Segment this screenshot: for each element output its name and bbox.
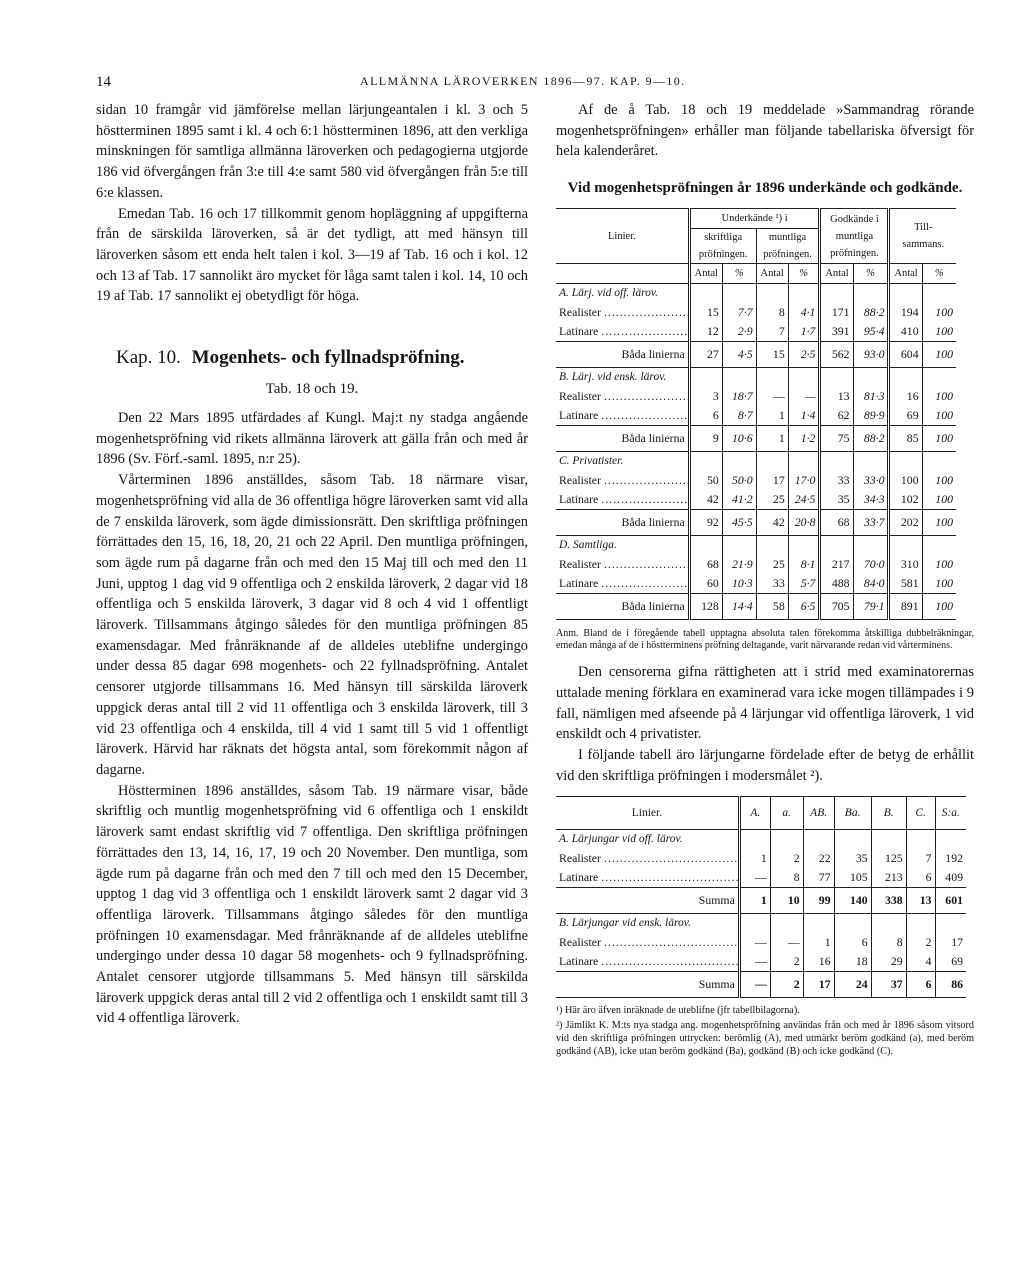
sum-cell: 86 (935, 972, 966, 998)
col-header-linier: Linier. (608, 230, 636, 242)
table-cell: 1 (739, 849, 770, 868)
table-cell: 410 (889, 322, 922, 342)
chapter-label: Kap. 10. (116, 347, 181, 369)
sum-cell: 75 (820, 426, 853, 452)
table-cell: 194 (889, 303, 922, 322)
table-cell: 1 (756, 406, 788, 426)
col-header: AB. (803, 797, 834, 830)
group-row (556, 284, 956, 304)
sum-cell: 24 (834, 972, 871, 998)
table-cell (756, 452, 788, 472)
table-cell: 17 (756, 471, 788, 490)
table-cell: 18 (834, 952, 871, 972)
table-cell (722, 368, 756, 388)
table-cell (689, 452, 722, 472)
table-cell: 102 (889, 490, 922, 510)
table-cell: 2 (770, 849, 803, 868)
table-row (556, 406, 956, 426)
table-cell: 1·7 (788, 322, 820, 342)
table-cell: 25 (756, 555, 788, 574)
table-cell: 100 (922, 555, 956, 574)
footnotes (556, 1004, 974, 1058)
row-label: Realister ..... (556, 303, 689, 322)
table-row (556, 868, 966, 888)
table-cell: 69 (935, 952, 966, 972)
table-row (556, 555, 956, 574)
sum-cell: 100 (922, 426, 956, 452)
sum-row (556, 426, 956, 452)
sum-cell: 1·2 (788, 426, 820, 452)
table-cell (906, 830, 935, 850)
row-label: Latinare ..... (556, 868, 739, 888)
group-heading: C. Privatister. (559, 455, 624, 468)
table-row (556, 303, 956, 322)
table-cell: 33 (820, 471, 853, 490)
sum-cell: 6 (906, 972, 935, 998)
table-cell (853, 368, 889, 388)
table-cell: — (739, 952, 770, 972)
table-cell (922, 536, 956, 556)
table-cell (935, 914, 966, 934)
sum-cell: 100 (922, 342, 956, 368)
sum-row (556, 342, 956, 368)
sum-row (556, 972, 966, 998)
row-label: Realister ..... (556, 471, 689, 490)
table-cell: 100 (922, 322, 956, 342)
sum-cell: 4·5 (722, 342, 756, 368)
row-label: Latinare ..... (556, 574, 689, 594)
footnote: ¹) Här äro äfven inräknade de uteblifne (jfr tabellbilagorna). (556, 1005, 800, 1017)
sum-label: Summa (698, 893, 735, 908)
table-cell: 34·3 (853, 490, 889, 510)
col-header-skriftliga: skriftliga pröfningen. (689, 229, 756, 264)
table-cell: 41·2 (722, 490, 756, 510)
table-note: Anm. Bland de i föregående tabell upptagna absoluta talen förekomma åtskilliga dubbelräkningar, emedan många af de i höstterminens pröfning deltagande, varit närvarande redan vid vårterminens. (556, 628, 974, 652)
sum-cell: 601 (935, 888, 966, 914)
table-cell: 100 (889, 471, 922, 490)
row-label: Realister ..... (556, 849, 739, 868)
chapter-heading (116, 347, 528, 369)
sum-cell: 42 (756, 510, 788, 536)
sum-cell: 14·4 (722, 594, 756, 620)
table-cell: 24·5 (788, 490, 820, 510)
group-row (556, 914, 966, 934)
paragraph: Höstterminen 1896 anställdes, såsom Tab. 19 närmare visar, både skriftlig och muntlig mogenhetspröfning vid 6 offentliga och 1 enskildt läroverk samt endast skriftlig vid 7 offentliga. Den skriftliga pröfningen förrättades den 13, 14, 16, 17, 19 och 20 November. Den muntliga, som ägde rum på dagarne från och med den 7 till och med den 15 December, upptog 1 dag vid 3 offentliga och 1 enskildt läroverk samt 2 dagar vid 3 offentliga läroverk. Tillsammans åtgingo således för den muntliga pröfningen 10 examensdagar. Med frånräknande af de alldeles uteblifne undergingo under dessa 10 dagar 58 mogenhets- och 9 fyllnadspröfning. Antalet censorer utgjorde tillsammans 5. Med hänsyn till särskilda läroverk uppgick deras antal till 2 vid 2 offentliga och 1 enskildt samt till 3 vid 4 offentliga läroverk. (96, 782, 528, 1027)
sum-cell: 1 (756, 426, 788, 452)
sum-cell: 13 (906, 888, 935, 914)
paragraph: sidan 10 framgår vid jämförelse mellan lärjungeantalen i kl. 3 och 5 höstterminen 1895 samt i kl. 4 och 6:1 höstterminen 1896, att den verkliga minskningen för samtliga allmänna läroverken och pedagogierna utgjorde 186 vid öfvergången från 3:e till 4:e samt 580 vid öfvergången från 5:e till 6:e klassen. (96, 102, 528, 201)
col-header-pct: % (788, 264, 820, 284)
table-cell: 100 (922, 406, 956, 426)
table-row (556, 387, 956, 406)
row-label: Latinare ..... (556, 322, 689, 342)
table-cell (689, 284, 722, 304)
sum-cell: 58 (756, 594, 788, 620)
sum-cell: 1 (739, 888, 770, 914)
table-cell (689, 368, 722, 388)
table-cell: 7 (756, 322, 788, 342)
table-cell: 18·7 (722, 387, 756, 406)
sum-cell: 85 (889, 426, 922, 452)
table-cell (820, 368, 853, 388)
table-cell: 6 (689, 406, 722, 426)
table-cell (889, 536, 922, 556)
table-row (556, 933, 966, 952)
col-header: B. (871, 797, 906, 830)
sum-cell: 92 (689, 510, 722, 536)
table-cell: 581 (889, 574, 922, 594)
table-cell (756, 284, 788, 304)
table-cell: 33·0 (853, 471, 889, 490)
row-label: Latinare ..... (556, 406, 689, 426)
col-header: C. (906, 797, 935, 830)
table-cell: 1 (803, 933, 834, 952)
sum-cell: 10 (770, 888, 803, 914)
table-cell: 16 (889, 387, 922, 406)
table-cell (871, 830, 906, 850)
table-cell: — (770, 933, 803, 952)
table-cell: 2 (906, 933, 935, 952)
table-row (556, 849, 966, 868)
paragraph: Den censorerna gifna rättigheten att i strid med examinatorernas uttalade mening förklara en examinerad vara icke mogen tillämpades i 9 fall, nämligen med afseende på 4 lärjungar vid offentliga läroverk, 1 vid enskildt och 4 privatister. (556, 664, 974, 743)
table-row (556, 490, 956, 510)
table-cell: 1·4 (788, 406, 820, 426)
sum-cell: 128 (689, 594, 722, 620)
table-cell: 171 (820, 303, 853, 322)
table-cell: 17 (935, 933, 966, 952)
group-heading: A. Lärjungar vid off. lärov. (559, 833, 683, 846)
group-heading: A. Lärj. vid off. lärov. (559, 287, 659, 300)
table-cell: 213 (871, 868, 906, 888)
table-cell (889, 452, 922, 472)
sum-row (556, 594, 956, 620)
table-cell: 16 (803, 952, 834, 972)
table-cell (853, 536, 889, 556)
col-header-antal: Antal (820, 264, 853, 284)
table-cell: 125 (871, 849, 906, 868)
table-cell: 3 (689, 387, 722, 406)
table-row (556, 952, 966, 972)
sum-cell: 562 (820, 342, 853, 368)
table-cell: 8 (756, 303, 788, 322)
group-heading: D. Samtliga. (559, 539, 617, 552)
sum-cell: 100 (922, 594, 956, 620)
table-cell (756, 536, 788, 556)
col-header-pct: % (722, 264, 756, 284)
row-label: Realister ..... (556, 387, 689, 406)
table-cell (788, 368, 820, 388)
table-cell: 6 (906, 868, 935, 888)
sum-cell: 2 (770, 972, 803, 998)
paragraph: Emedan Tab. 16 och 17 tillkommit genom hopläggning af uppgifterna från de särskilda läroverken, så är det tydligt, att med hänsyn till läroverken såsom ett enda helt talen i kol. 3—19 af Tab. 16 och i kol. 12 och 13 af Tab. 17 sannolikt äro mycket för låga samt talen i kol. 14, 10 och 19 af Tab. 17 sannolikt ej obetydligt för höga. (96, 205, 528, 305)
table-cell: 2·9 (722, 322, 756, 342)
table-cell (770, 914, 803, 934)
table-cell: 488 (820, 574, 853, 594)
table-cell: 4 (906, 952, 935, 972)
table-cell: 21·9 (722, 555, 756, 574)
table-cell: 4·1 (788, 303, 820, 322)
col-header-pct: % (922, 264, 956, 284)
table-cell: 100 (922, 471, 956, 490)
sum-cell: 37 (871, 972, 906, 998)
table-cell: 29 (871, 952, 906, 972)
right-column (556, 100, 974, 1060)
sum-label: Båda linierna (621, 347, 685, 362)
page-number: 14 (96, 74, 111, 90)
col-header: A. (739, 797, 770, 830)
table-cell (756, 368, 788, 388)
table-row (556, 322, 956, 342)
col-header-pct: % (853, 264, 889, 284)
group-heading: B. Lärj. vid ensk. lärov. (559, 371, 667, 384)
table-cell: — (739, 868, 770, 888)
running-title: ALLMÄNNA LÄROVERKEN 1896—97. KAP. 9—10. (360, 74, 686, 88)
sum-row (556, 510, 956, 536)
sum-label: Summa (698, 977, 735, 992)
table-cell (770, 830, 803, 850)
sum-cell: 88·2 (853, 426, 889, 452)
left-column (96, 100, 528, 1029)
sum-cell: — (739, 972, 770, 998)
group-row (556, 452, 956, 472)
table-cell: 70·0 (853, 555, 889, 574)
table-cell: 60 (689, 574, 722, 594)
table-cell: 81·3 (853, 387, 889, 406)
col-header-antal: Antal (689, 264, 722, 284)
col-header: Linier. (631, 806, 663, 819)
sum-cell: 93·0 (853, 342, 889, 368)
sum-cell: 140 (834, 888, 871, 914)
table-row (556, 471, 956, 490)
results-table (556, 208, 956, 620)
table-cell (889, 284, 922, 304)
table-cell: 100 (922, 303, 956, 322)
table-cell (889, 368, 922, 388)
sum-label: Båda linierna (621, 515, 685, 530)
table-cell (788, 284, 820, 304)
table-cell: 5·7 (788, 574, 820, 594)
table-cell: 50·0 (722, 471, 756, 490)
col-header-antal: Antal (889, 264, 922, 284)
group-row (556, 368, 956, 388)
col-header: a. (770, 797, 803, 830)
table-cell: 35 (820, 490, 853, 510)
table-cell: 62 (820, 406, 853, 426)
sum-cell: 68 (820, 510, 853, 536)
table-cell: 89·9 (853, 406, 889, 426)
table-cell: 69 (889, 406, 922, 426)
table-cell: 100 (922, 387, 956, 406)
table-cell: 13 (820, 387, 853, 406)
table-cell (834, 914, 871, 934)
table-cell (820, 284, 853, 304)
table-cell: 391 (820, 322, 853, 342)
table-cell (853, 452, 889, 472)
sum-cell: 33·7 (853, 510, 889, 536)
table-cell: 310 (889, 555, 922, 574)
table-cell: 33 (756, 574, 788, 594)
table-cell (820, 536, 853, 556)
table-cell (739, 830, 770, 850)
table-cell: 2 (770, 952, 803, 972)
sum-cell: 100 (922, 510, 956, 536)
table-cell: 95·4 (853, 322, 889, 342)
sum-cell: 99 (803, 888, 834, 914)
table-cell (935, 830, 966, 850)
table-cell: 409 (935, 868, 966, 888)
table-cell: 100 (922, 490, 956, 510)
col-header: Ba. (834, 797, 871, 830)
table-cell (722, 536, 756, 556)
table-cell: 8·1 (788, 555, 820, 574)
table-cell: 6 (834, 933, 871, 952)
table-cell (853, 284, 889, 304)
sum-cell: 338 (871, 888, 906, 914)
chapter-title: Mogenhets- och fyllnadspröfning. (191, 347, 465, 369)
table-cell: 10·3 (722, 574, 756, 594)
table-cell (803, 914, 834, 934)
col-header-underkande: Underkände ¹) i (689, 209, 820, 229)
table-cell: 100 (922, 574, 956, 594)
table-cell (739, 914, 770, 934)
table-cell (922, 368, 956, 388)
group-heading: B. Lärjungar vid ensk. lärov. (559, 917, 691, 930)
table-cell: 192 (935, 849, 966, 868)
table-cell: 25 (756, 490, 788, 510)
sum-cell: 202 (889, 510, 922, 536)
sum-cell: 9 (689, 426, 722, 452)
col-header-muntliga: muntliga pröfningen. (756, 229, 820, 264)
table-cell: 7·7 (722, 303, 756, 322)
table-cell: 8 (871, 933, 906, 952)
sum-cell: 604 (889, 342, 922, 368)
table-cell: 15 (689, 303, 722, 322)
table-cell: 7 (906, 849, 935, 868)
sum-cell: 891 (889, 594, 922, 620)
grades-table (556, 796, 966, 998)
row-label: Latinare ..... (556, 952, 739, 972)
table-cell: 50 (689, 471, 722, 490)
table-cell (689, 536, 722, 556)
table-cell: 35 (834, 849, 871, 868)
paragraph: Vårterminen 1896 anställdes, såsom Tab. 18 närmare visar, mogenhetspröfning vid alla de 36 offentliga högre läroverken samt vid alla de 7 enskilda läroverk, som ägde dimissionsrätt. Den skriftliga pröfningen förrättades den 15, 16, 18, 20, 21 och 22 April. Den muntliga pröfningen, som ägde rum på dagarne från och med den 15 Maj till och med den 11 Juni, upptog 1 dag vid 9 offentliga och 2 enskilda läroverk, 2 dagar vid 18 offentliga och 5 enskilda läroverk, 3 dagar vid 8 och 4 vid 1 offentligt läroverk. Tillsammans åtgingo således för den muntliga pröfningen 85 examensdagar. Med frånräknande af de alldeles uteblifne undergingo under dessa 85 dagar 698 mogenhets- och 22 fyllnadspröfning. Antalet censorer utgjorde tillsammans 16. Med hänsyn till särskilda läroverk uppgick deras antal till 2 vid 11 offentliga och 3 enskilda läroverk, till 3 vid 23 offentliga och 4 enskilda, till 4 vid 1 samt till 5 vid 1 offentligt läroverk. Härvid har räknats det högsta antal, som förekommit någon af dagarne. (96, 472, 528, 778)
paragraph: I följande tabell äro lärjungarne fördelade efter de betyg de erhållit vid den skriftliga pröfningen i modersmålet ²). (556, 746, 974, 784)
table-cell (788, 452, 820, 472)
sum-row (556, 888, 966, 914)
table-cell (922, 284, 956, 304)
table-cell: 12 (689, 322, 722, 342)
sum-cell: 20·8 (788, 510, 820, 536)
table-cell: 77 (803, 868, 834, 888)
col-header: S:a. (935, 797, 966, 830)
table-cell: 105 (834, 868, 871, 888)
table-cell: 22 (803, 849, 834, 868)
col-header-tillsammans: Till-sammans. (889, 209, 956, 264)
table-cell (722, 284, 756, 304)
table-cell: 88·2 (853, 303, 889, 322)
group-row (556, 830, 966, 850)
footnote: ²) Jämlikt K. M:ts nya stadga ang. mogenhetspröfning användas från och med år 1896 såsom vitsord vid den skriftliga pröfningen uttrycken: berömlig (A), med utmärkt beröm godkänd (a), med beröm godkänd (AB), icke utan beröm godkänd (Ba), godkänd (B) och icke godkänd (C). (556, 1020, 974, 1058)
table-cell: 17·0 (788, 471, 820, 490)
table-cell: — (756, 387, 788, 406)
table-cell: — (788, 387, 820, 406)
table-cell (834, 830, 871, 850)
row-label: Realister ..... (556, 555, 689, 574)
row-label: Realister ..... (556, 933, 739, 952)
sum-cell: 10·6 (722, 426, 756, 452)
table-cell: 8·7 (722, 406, 756, 426)
table-cell: 217 (820, 555, 853, 574)
row-label: Latinare ..... (556, 490, 689, 510)
col-header-godkande: Godkände i muntliga pröfningen. (820, 209, 889, 264)
sum-cell: 6·5 (788, 594, 820, 620)
table-cell: — (739, 933, 770, 952)
sum-cell: 79·1 (853, 594, 889, 620)
sum-cell: 17 (803, 972, 834, 998)
paragraph: Den 22 Mars 1895 utfärdades af Kungl. Maj:t ny stadga angående mogenhetspröfning vid rikets allmänna läroverk att gälla från och med år 1896 (Sv. Förf.-saml. 1895, n:r 25). (96, 410, 528, 468)
sum-cell: 705 (820, 594, 853, 620)
table-cell: 8 (770, 868, 803, 888)
table-title: Vid mogenhetspröfningen år 1896 underkände och godkände. (567, 180, 963, 197)
sum-cell: 2·5 (788, 342, 820, 368)
table-cell: 68 (689, 555, 722, 574)
sum-label: Båda linierna (621, 599, 685, 614)
group-row (556, 536, 956, 556)
sum-cell: 45·5 (722, 510, 756, 536)
table-cell (922, 452, 956, 472)
sum-label: Båda linierna (621, 431, 685, 446)
table-cell: 42 (689, 490, 722, 510)
table-cell (820, 452, 853, 472)
table-cell: 84·0 (853, 574, 889, 594)
tab-heading: Tab. 18 och 19. (265, 381, 359, 398)
table-cell (788, 536, 820, 556)
col-header-antal: Antal (756, 264, 788, 284)
sum-cell: 27 (689, 342, 722, 368)
table-cell (722, 452, 756, 472)
paragraph: Af de å Tab. 18 och 19 meddelade »Sammandrag rörande mogenhetspröfningen» erhåller man följande tabellariska öfversigt för hela kalenderåret. (556, 102, 974, 160)
table-cell (803, 830, 834, 850)
table-cell (906, 914, 935, 934)
table-cell (871, 914, 906, 934)
sum-cell: 15 (756, 342, 788, 368)
table-row (556, 574, 956, 594)
